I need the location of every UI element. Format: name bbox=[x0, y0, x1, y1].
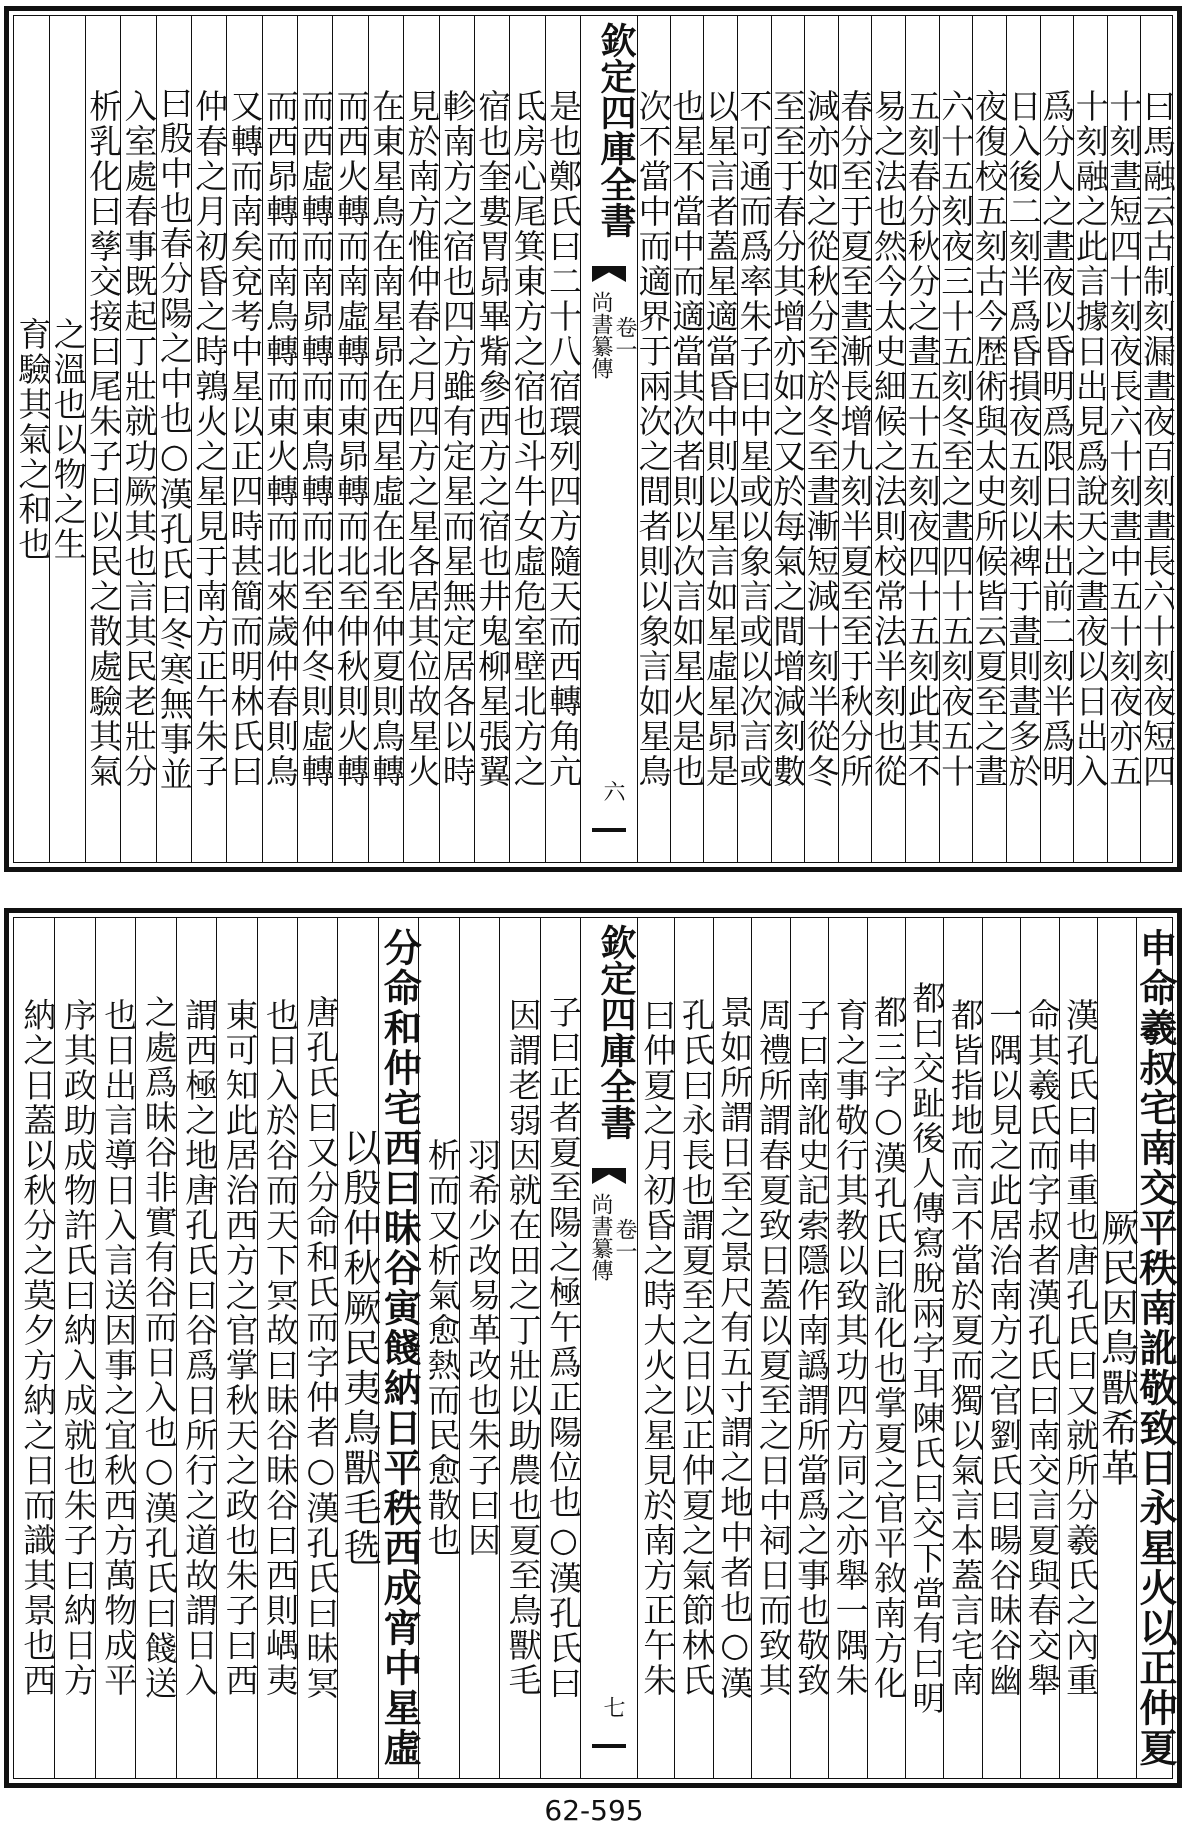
fishtail-mark-lower bbox=[592, 1744, 626, 1748]
center-fold bbox=[580, 16, 638, 862]
text-column: 育驗其氣之和也 bbox=[13, 316, 53, 562]
text-column: 厥民因鳥獸希革 bbox=[1094, 1208, 1139, 1488]
fold-volume: 卷一 bbox=[612, 316, 637, 360]
text-column: 納之日蓋以秋分之莫夕方納之日而識其景也西 bbox=[18, 998, 58, 1698]
text-column: 也日出言導日入言送因事之宜秋西方萬物成平 bbox=[99, 998, 139, 1698]
text-column: 子曰南訛史記索隱作南譌謂所當爲之事也敬致 bbox=[792, 998, 832, 1698]
text-column: 至至于春分其增亦如之又於每氣之間增減刻數 bbox=[768, 89, 808, 789]
text-column: 析而又析氣愈熱而民愈散也 bbox=[422, 1138, 462, 1558]
text-column: 子曰正者夏至陽之極午爲正陽位也○漢孔氏曰 bbox=[543, 995, 583, 1701]
text-column: 東可知此居治西方之官掌秋天之政也朱子曰西 bbox=[220, 998, 260, 1698]
text-column: 唐孔氏曰又分命和氏而字仲者○漢孔氏曰昧冥 bbox=[301, 995, 341, 1701]
text-column: 以星言者蓋星適當昏中則以星言如星虛星昴是 bbox=[700, 89, 740, 789]
text-column: 漢孔氏曰申重也唐孔氏曰又就所分羲氏之內重 bbox=[1061, 998, 1101, 1698]
text-column: 而西火轉而南虛轉而東昴轉而北至仲秋則火轉 bbox=[331, 89, 371, 789]
text-column: 氐房心尾箕東方之宿也斗牛女虛危室壁北方之 bbox=[508, 89, 548, 789]
text-column: 易之法也然今太史細候之法則校常法半刻也從 bbox=[869, 89, 908, 789]
text-column: 申命羲叔宅南交平秩南訛敬致日永星火以正仲夏 bbox=[1132, 928, 1178, 1768]
page-footer-number: 62-595 bbox=[544, 1794, 644, 1827]
fold-book-title: 尚書纂傳 bbox=[588, 291, 613, 379]
text-column: 謂西極之地唐孔氏曰谷爲日所行之道故謂日入 bbox=[180, 998, 220, 1698]
fishtail-mark-lower bbox=[592, 828, 626, 832]
text-column: 分命和仲宅西曰昧谷寅餞納日平秩西成宵中星虛 bbox=[377, 928, 423, 1768]
text-column: 見於南方惟仲春之月四方之星各居其位故星火 bbox=[402, 89, 442, 789]
fold-book-title: 尚書纂傳 bbox=[588, 1193, 613, 1281]
text-column: 孔氏曰永長也謂夏至之日以正仲夏之氣節林氏 bbox=[676, 998, 716, 1698]
text-column: 周禮所謂春夏致日蓋以夏至之日中祠日而致其 bbox=[753, 998, 793, 1698]
fishtail-mark bbox=[592, 266, 626, 282]
text-column: 又轉而南矣兗考中星以正四時甚簡而明林氏曰 bbox=[225, 89, 265, 789]
text-column: 爲分人之晝夜以昏明爲限日未出前二刻半爲明 bbox=[1037, 89, 1077, 789]
fold-page-number: 六 bbox=[600, 780, 625, 802]
text-column: 也星不當中而適當其次者則以次言如星火是也 bbox=[667, 89, 707, 789]
text-column: 都曰交趾後人傳寫脫兩字耳陳氏曰交下當有曰明 bbox=[907, 980, 947, 1716]
text-column: 曰馬融云古制刻漏晝夜百刻晝長六十刻夜短四 bbox=[1138, 89, 1177, 789]
page-bottom bbox=[4, 908, 1182, 1788]
text-column: 命其羲氏而字叔者漢孔氏曰南交言夏與春交舉 bbox=[1022, 998, 1062, 1698]
fold-volume: 卷一 bbox=[612, 1218, 637, 1262]
page-bottom-frame bbox=[13, 917, 1178, 1779]
page-top-frame bbox=[13, 15, 1177, 863]
text-column: 次不當中而適界于兩次之間者則以象言如星鳥 bbox=[633, 89, 673, 789]
text-column: 六十五刻夜三十五刻冬至之晝四十五刻夜五十 bbox=[936, 89, 976, 789]
text-column: 以殷仲秋厥民夷鳥獸毛毨 bbox=[336, 1128, 381, 1568]
text-column: 之溫也以物之生 bbox=[48, 316, 88, 562]
text-column: 序其政助成物許氏曰納入成就也朱子曰納日方 bbox=[58, 998, 98, 1698]
text-column: 宿也奎婁胃昴畢觜參西方之宿也井鬼柳星張翼 bbox=[473, 89, 513, 789]
text-column: 五刻春分秋分之晝五十五刻夜四十五刻此其不 bbox=[902, 89, 942, 789]
text-column: 軫南方之宿也四方雖有定星而星無定居各以時 bbox=[437, 89, 477, 789]
fold-title: 欽定四庫全書 bbox=[595, 22, 637, 238]
text-column: 因謂老弱因就在田之丁壯以助農也夏至鳥獸毛 bbox=[503, 998, 543, 1698]
text-column: 之處爲昧谷非實有谷而日入也○漢孔氏曰餞送 bbox=[139, 995, 179, 1701]
text-column: 育之事敬行其教以致其功四方同之亦舉一隅朱 bbox=[830, 998, 870, 1698]
fishtail-mark bbox=[592, 1168, 626, 1184]
text-column: 羽希少改易革改也朱子曰因 bbox=[463, 1138, 503, 1558]
text-column: 十刻晝短四十刻夜長六十刻晝中五十刻夜亦五 bbox=[1104, 89, 1144, 789]
text-column: 景如所謂日至之景尺有五寸謂之地中者也○漢 bbox=[715, 995, 755, 1701]
text-column: 日入後二刻半爲昏損夜五刻以裨于晝則晝多於 bbox=[1003, 89, 1043, 789]
page-top bbox=[4, 6, 1182, 872]
text-column: 都皆指地而言不當於夏而獨以氣言本蓋言宅南 bbox=[945, 998, 985, 1698]
text-column: 不可通而爲率朱子曰中星或以象言或以次言或 bbox=[734, 89, 774, 789]
text-column: 十刻融之此言據日出見爲說天之晝夜以日出入 bbox=[1070, 89, 1110, 789]
text-column: 夜復校五刻古今歴術與太史所候皆云夏至之晝 bbox=[969, 89, 1009, 789]
text-column: 而西虛轉而南昴轉而東鳥轉而北至仲冬則虛轉 bbox=[296, 89, 336, 789]
text-column: 析乳化曰孳交接曰尾朱子曰以民之散處驗其氣 bbox=[84, 89, 124, 789]
text-column: 是也鄭氏曰二十八宿環列四方隨天而西轉角亢 bbox=[544, 89, 583, 789]
text-column: 春分至于夏至晝漸長增九刻半夏至至于秋分所 bbox=[835, 89, 875, 789]
text-column: 入室處春事既起丁壯就功厥其也言其民老壯分 bbox=[119, 89, 159, 789]
text-column: 減亦如之從秋分至於冬至晝漸短減十刻半從冬 bbox=[801, 89, 841, 789]
text-column: 一隅以見之此居治南方之官劉氏曰暘谷昧谷幽 bbox=[984, 998, 1024, 1698]
center-fold bbox=[580, 918, 638, 1778]
text-column: 仲春之月初昏之時鶉火之星見于南方正午朱子 bbox=[190, 89, 230, 789]
text-column: 都三字○漢孔氏曰訛化也掌夏之官平敘南方化 bbox=[868, 995, 908, 1701]
text-column: 在東星鳥在南星昴在西星虛在北至仲夏則鳥轉 bbox=[367, 89, 407, 789]
text-column: 曰仲夏之月初昏之時大火之星見於南方正午朱 bbox=[638, 998, 678, 1698]
fold-title: 欽定四庫全書 bbox=[595, 924, 637, 1140]
text-column: 也日入於谷而天下冥故曰昧谷昧谷曰西則嵎夷 bbox=[260, 998, 300, 1698]
fold-page-number: 七 bbox=[600, 1696, 625, 1718]
text-column: 而西昴轉而南鳥轉而東火轉而北來歲仲春則鳥 bbox=[261, 89, 300, 789]
text-column: 曰殷中也春分陽之中也○漢孔氏曰冬寒無事並 bbox=[154, 86, 194, 792]
